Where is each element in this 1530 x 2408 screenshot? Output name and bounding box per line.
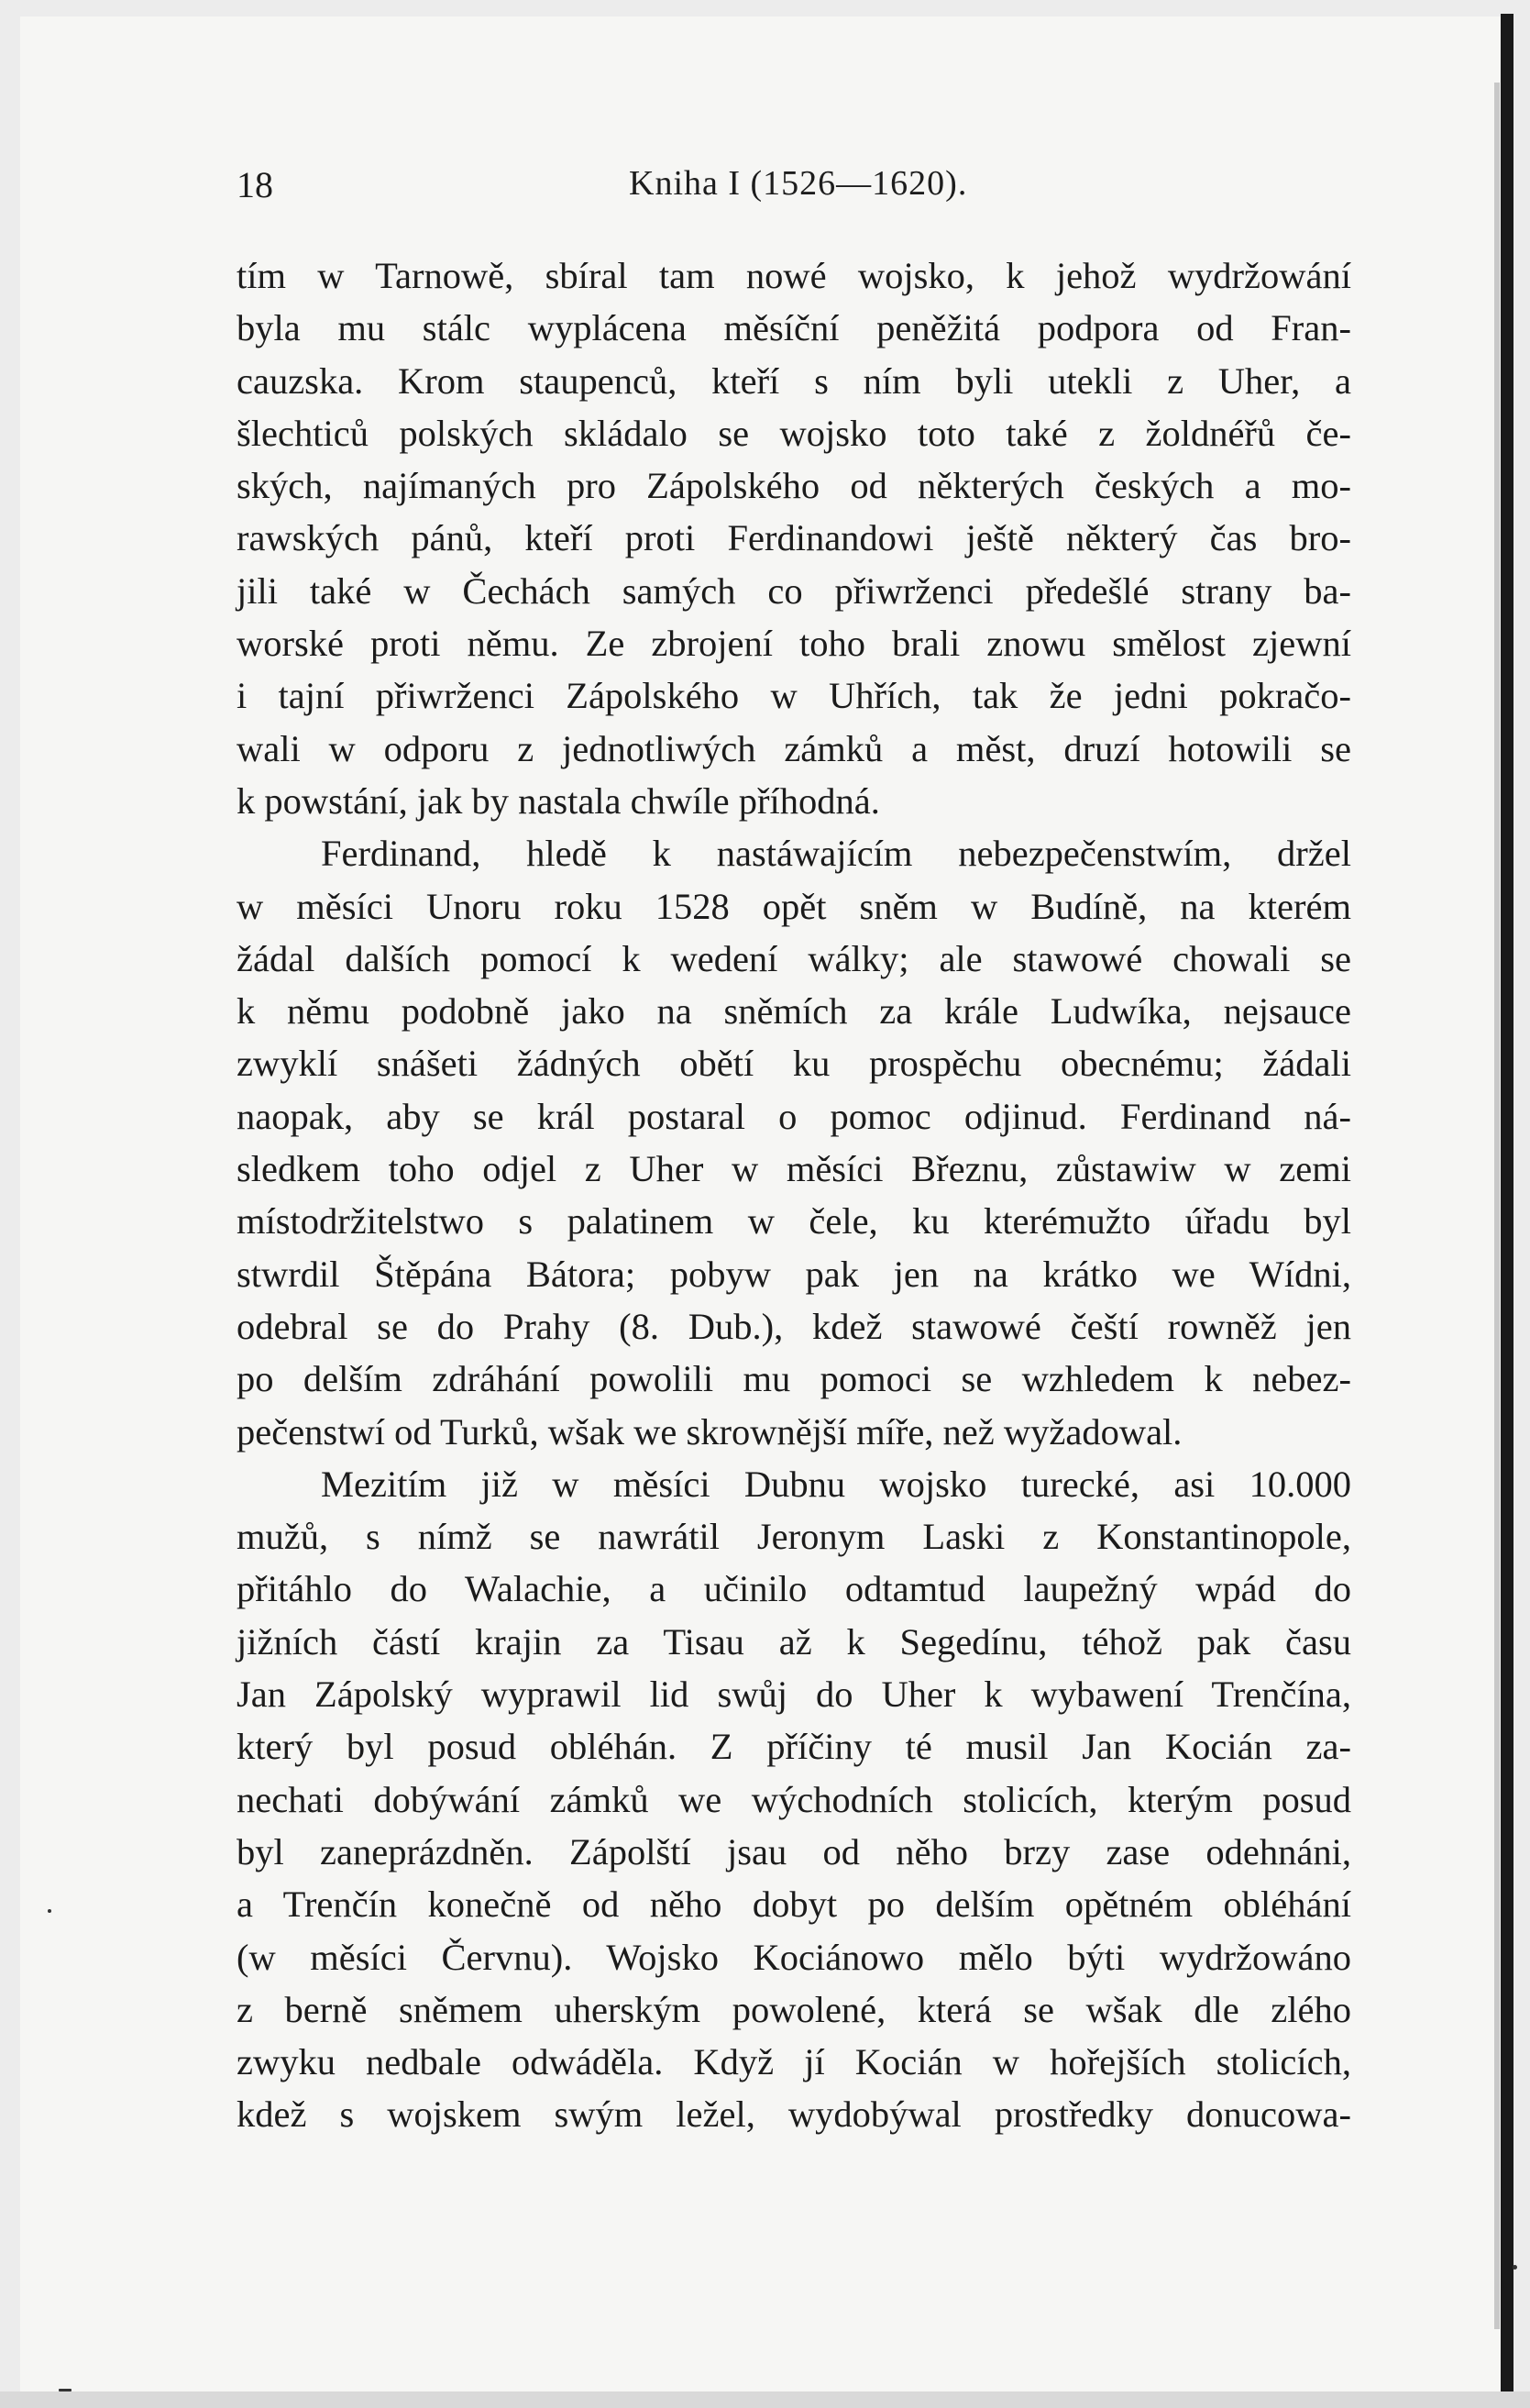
running-head: Kniha I (1526—1620). — [629, 164, 968, 203]
text-line: mužů, s nímž se nawrátil Jeronym Laski z Konstantinopole, — [237, 1516, 1351, 1558]
text-line: worské proti němu. Ze zbrojení toho brali znowu smělost zjewní — [237, 623, 1351, 665]
text-line: šlechticů polských skládalo se wojsko toto také z žoldnéřů če- — [237, 412, 1351, 454]
text-line: Mezitím již w měsíci Dubnu wojsko turecké, asi 10.000 — [321, 1463, 1351, 1505]
text-line: po delším zdráhání powolili mu pomoci se wzhledem k nebez- — [237, 1358, 1351, 1400]
text-line: (w měsíci Červnu). Wojsko Kociánowo mělo býti wydržowáno — [237, 1936, 1351, 1978]
page-header — [237, 163, 970, 209]
text-line: kdež s wojskem swým ležel, wydobýwal prostředky donucowa- — [237, 2093, 1351, 2136]
text-line: byla mu stálc wyplácena měsíční peněžitá podpora od Fran- — [237, 307, 1351, 349]
text-line: zwyku nedbale odwáděla. Když jí Kocián w hořejších stolicích, — [237, 2041, 1351, 2083]
page-edge-shadow — [1494, 83, 1500, 2329]
scan-speck — [59, 2389, 72, 2391]
text-line: přitáhlo do Walachie, a učinilo odtamtud laupežný wpád do — [237, 1568, 1351, 1610]
scan-speck — [1513, 2265, 1517, 2270]
scan-border-right — [1501, 14, 1513, 2398]
text-line: ských, najímaných pro Zápolského od některých českých a mo- — [237, 465, 1351, 507]
text-line: a Trenčín konečně od něho dobyt po delším opětném obléhání — [237, 1883, 1351, 1926]
text-line: tím w Tarnowě, sbíral tam nowé wojsko, k jehož wydržowání — [237, 255, 1351, 296]
scan-speck — [48, 1909, 51, 1913]
text-line: pečenstwí od Turků, wšak we skrownější míře, než wyžadowal. — [237, 1410, 1183, 1453]
text-line: jižních částí krajin za Tisau až k Segedínu, téhož pak času — [237, 1620, 1351, 1662]
text-line: žádal dalších pomocí k wedení wálky; ale stawowé chowali se — [237, 937, 1351, 979]
text-line: stwrdil Štěpána Bátora; pobyw pak jen na krátko we Wídni, — [237, 1253, 1351, 1295]
text-line: sledkem toho odjel z Uher w měsíci Březnu, zůstawiw w zemi — [237, 1148, 1351, 1190]
text-line: který byl posud obléhán. Z příčiny té musil Jan Kocián za- — [237, 1726, 1351, 1768]
text-line: z berně sněmem uherským powolené, která se wšak dle zlého — [237, 1988, 1351, 2030]
text-line: odebral se do Prahy (8. Dub.), kdež stawowé čeští rowněž jen — [237, 1305, 1351, 1347]
text-line: místodržitelstwo s palatinem w čele, ku kterémužto úřadu byl — [237, 1200, 1351, 1243]
text-line: cauzska. Krom staupenců, kteří s ním byli utekli z Uher, a — [237, 359, 1351, 402]
text-line: i tajní přiwrženci Zápolského w Uhřích, tak že jedni pokračo- — [237, 675, 1351, 717]
text-line: Jan Zápolský wyprawil lid swůj do Uher k wybawení Trenčína, — [237, 1673, 1351, 1716]
text-line: wali w odporu z jednotliwých zámků a měst, druzí hotowili se — [237, 727, 1351, 769]
text-line: zwyklí snášeti žádných obětí ku prospěchu obecnému; žádali — [237, 1043, 1351, 1085]
text-line: k powstání, jak by nastala chwíle příhodná. — [237, 779, 880, 822]
body-text — [237, 249, 1351, 2141]
text-line: w měsíci Unoru roku 1528 opět sněm w Budíně, na kterém — [237, 885, 1351, 927]
text-line: naopak, aby se král postaral o pomoc odjinud. Ferdinand ná- — [237, 1095, 1351, 1137]
page-number: 18 — [237, 164, 273, 205]
text-line: k němu podobně jako na sněmích za krále Ludwíka, nejsauce — [237, 990, 1351, 1033]
scan-border-bottom — [0, 2391, 1530, 2408]
text-line: nechati dobýwání zámků we wýchodních stolicích, kterým posud — [237, 1778, 1351, 1820]
text-line: Ferdinand, hledě k nastáwajícím nebezpečenstwím, držel — [321, 833, 1351, 875]
text-line: byl zaneprázdněn. Zápolští jsau od něho brzy zase odehnáni, — [237, 1830, 1351, 1872]
text-line: rawských pánů, kteří proti Ferdinandowi ještě některý čas bro- — [237, 517, 1351, 559]
text-line: jili také w Čechách samých co přiwrženci předešlé strany ba- — [237, 569, 1351, 612]
